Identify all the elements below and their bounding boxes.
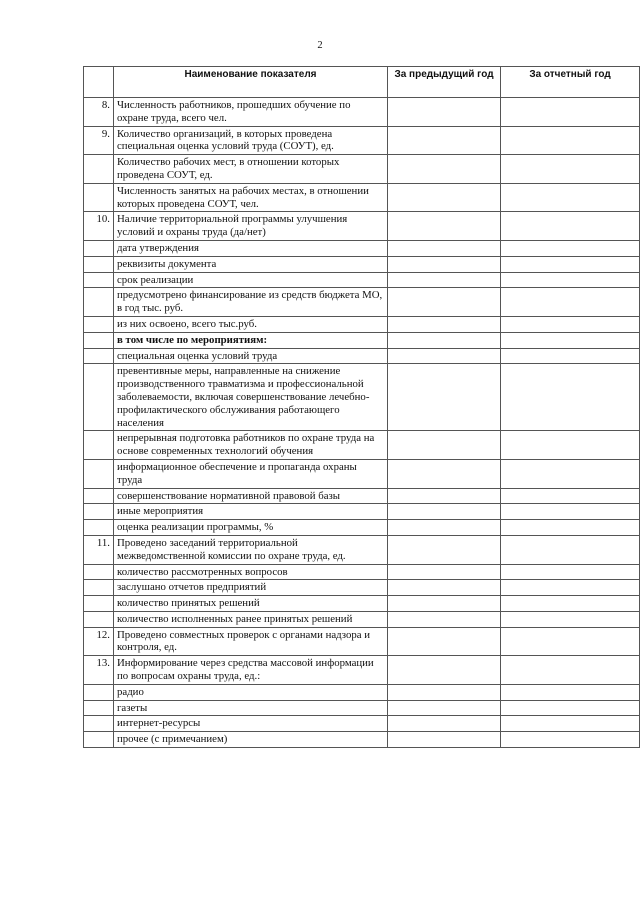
reporting-year-value-cell[interactable] (501, 700, 640, 716)
indicator-label: прочее (с примечанием) (114, 732, 388, 748)
indicator-label: заслушано отчетов предприятий (114, 580, 388, 596)
header-num (84, 67, 114, 98)
reporting-year-value-cell[interactable] (501, 332, 640, 348)
indicator-label: количество принятых решений (114, 596, 388, 612)
previous-year-value-cell[interactable] (388, 212, 501, 241)
table-row (84, 240, 640, 256)
row-number (84, 580, 114, 596)
reporting-year-value-cell[interactable] (501, 459, 640, 488)
row-number (84, 611, 114, 627)
reporting-year-value-cell[interactable] (501, 611, 640, 627)
reporting-year-value-cell[interactable] (501, 98, 640, 127)
previous-year-value-cell[interactable] (388, 272, 501, 288)
previous-year-value-cell[interactable] (388, 627, 501, 656)
previous-year-value-cell[interactable] (388, 504, 501, 520)
row-number (84, 288, 114, 317)
reporting-year-value-cell[interactable] (501, 212, 640, 241)
row-number (84, 596, 114, 612)
indicator-label: информационное обеспечение и пропаганда охраны труда (114, 459, 388, 488)
indicator-label: Численность занятых на рабочих местах, в отношении которых проведена СОУТ, чел. (114, 183, 388, 212)
previous-year-value-cell[interactable] (388, 520, 501, 536)
reporting-year-value-cell[interactable] (501, 288, 640, 317)
indicator-label: газеты (114, 700, 388, 716)
indicator-label: Проведено совместных проверок с органами надзора и контроля, ед. (114, 627, 388, 656)
row-number (84, 488, 114, 504)
row-number (84, 272, 114, 288)
previous-year-value-cell[interactable] (388, 431, 501, 460)
table-row (84, 596, 640, 612)
reporting-year-value-cell[interactable] (501, 627, 640, 656)
table-row (84, 364, 640, 431)
row-number (84, 716, 114, 732)
previous-year-value-cell[interactable] (388, 716, 501, 732)
previous-year-value-cell[interactable] (388, 611, 501, 627)
indicator-label: дата утверждения (114, 240, 388, 256)
table-row (84, 535, 640, 564)
row-number (84, 364, 114, 431)
previous-year-value-cell[interactable] (388, 656, 501, 685)
table-row (84, 627, 640, 656)
reporting-year-value-cell[interactable] (501, 431, 640, 460)
indicator-label: Численность работников, прошедших обучение по охране труда, всего чел. (114, 98, 388, 127)
table-row (84, 288, 640, 317)
indicator-label: иные мероприятия (114, 504, 388, 520)
previous-year-value-cell[interactable] (388, 155, 501, 184)
table-row (84, 611, 640, 627)
previous-year-value-cell[interactable] (388, 732, 501, 748)
row-number: 10. (84, 212, 114, 241)
previous-year-value-cell[interactable] (388, 700, 501, 716)
table-row (84, 700, 640, 716)
reporting-year-value-cell[interactable] (501, 716, 640, 732)
table-row (84, 272, 640, 288)
indicator-label: превентивные меры, направленные на снижение производственного травматизма и профессиональной заболеваемости, включая совершенствование лечебно-профилактического обслуживания работающего населения (114, 364, 388, 431)
indicator-label: Информирование через средства массовой информации по вопросам охраны труда, ед.: (114, 656, 388, 685)
table-row (84, 716, 640, 732)
previous-year-value-cell[interactable] (388, 488, 501, 504)
table-row (84, 256, 640, 272)
previous-year-value-cell[interactable] (388, 684, 501, 700)
row-number (84, 732, 114, 748)
previous-year-value-cell[interactable] (388, 183, 501, 212)
table-row (84, 564, 640, 580)
previous-year-value-cell[interactable] (388, 580, 501, 596)
reporting-year-value-cell[interactable] (501, 364, 640, 431)
reporting-year-value-cell[interactable] (501, 684, 640, 700)
table-row (84, 348, 640, 364)
row-number (84, 431, 114, 460)
table-row (84, 520, 640, 536)
previous-year-value-cell[interactable] (388, 288, 501, 317)
reporting-year-value-cell[interactable] (501, 580, 640, 596)
row-number: 11. (84, 535, 114, 564)
row-number (84, 564, 114, 580)
previous-year-value-cell[interactable] (388, 535, 501, 564)
indicator-label: из них освоено, всего тыс.руб. (114, 316, 388, 332)
table-row (84, 684, 640, 700)
row-number (84, 240, 114, 256)
previous-year-value-cell[interactable] (388, 364, 501, 431)
reporting-year-value-cell[interactable] (501, 126, 640, 155)
table-row (84, 183, 640, 212)
table-row (84, 316, 640, 332)
indicator-label: Наличие территориальной программы улучшения условий и охраны труда (да/нет) (114, 212, 388, 241)
table-row (84, 580, 640, 596)
reporting-year-value-cell[interactable] (501, 564, 640, 580)
row-number (84, 316, 114, 332)
reporting-year-value-cell[interactable] (501, 596, 640, 612)
header-reporting-year: За отчетный год (501, 67, 640, 98)
row-number (84, 520, 114, 536)
row-number (84, 684, 114, 700)
reporting-year-value-cell[interactable] (501, 535, 640, 564)
table-row (84, 98, 640, 127)
indicator-label: количество рассмотренных вопросов (114, 564, 388, 580)
table-row (84, 332, 640, 348)
row-number (84, 504, 114, 520)
indicator-label: реквизиты документа (114, 256, 388, 272)
reporting-year-value-cell[interactable] (501, 183, 640, 212)
reporting-year-value-cell[interactable] (501, 504, 640, 520)
previous-year-value-cell[interactable] (388, 98, 501, 127)
reporting-year-value-cell[interactable] (501, 240, 640, 256)
row-number (84, 459, 114, 488)
indicator-label: радио (114, 684, 388, 700)
reporting-year-value-cell[interactable] (501, 488, 640, 504)
row-number (84, 332, 114, 348)
reporting-year-value-cell[interactable] (501, 316, 640, 332)
indicator-label: количество исполненных ранее принятых решений (114, 611, 388, 627)
indicator-label: предусмотрено финансирование из средств бюджета МО, в год тыс. руб. (114, 288, 388, 317)
table-row (84, 488, 640, 504)
indicator-label: Количество организаций, в которых проведена специальная оценка условий труда (СОУТ), ед. (114, 126, 388, 155)
previous-year-value-cell[interactable] (388, 564, 501, 580)
table-row (84, 656, 640, 685)
header-previous-year: За предыдущий год (388, 67, 501, 98)
indicator-label: Проведено заседаний территориальной межведомственной комиссии по охране труда, ед. (114, 535, 388, 564)
previous-year-value-cell[interactable] (388, 596, 501, 612)
row-number: 12. (84, 627, 114, 656)
previous-year-value-cell[interactable] (388, 332, 501, 348)
reporting-year-value-cell[interactable] (501, 520, 640, 536)
row-number: 8. (84, 98, 114, 127)
previous-year-value-cell[interactable] (388, 126, 501, 155)
table-row (84, 126, 640, 155)
row-number (84, 183, 114, 212)
reporting-year-value-cell[interactable] (501, 272, 640, 288)
table-header-row (84, 67, 640, 98)
table-row (84, 732, 640, 748)
indicator-label: специальная оценка условий труда (114, 348, 388, 364)
table-row (84, 155, 640, 184)
previous-year-value-cell[interactable] (388, 459, 501, 488)
previous-year-value-cell[interactable] (388, 348, 501, 364)
row-number (84, 155, 114, 184)
row-number (84, 348, 114, 364)
previous-year-value-cell[interactable] (388, 256, 501, 272)
table-row (84, 504, 640, 520)
row-number: 9. (84, 126, 114, 155)
indicator-label: Количество рабочих мест, в отношении которых проведена СОУТ, ед. (114, 155, 388, 184)
indicator-label: оценка реализации программы, % (114, 520, 388, 536)
reporting-year-value-cell[interactable] (501, 348, 640, 364)
indicator-label: в том числе по мероприятиям: (114, 332, 388, 348)
reporting-year-value-cell[interactable] (501, 656, 640, 685)
reporting-year-value-cell[interactable] (501, 732, 640, 748)
reporting-year-value-cell[interactable] (501, 155, 640, 184)
indicators-table (83, 66, 640, 748)
indicator-label: срок реализации (114, 272, 388, 288)
table-row (84, 459, 640, 488)
row-number (84, 256, 114, 272)
header-indicator-name: Наименование показателя (114, 67, 388, 98)
previous-year-value-cell[interactable] (388, 240, 501, 256)
indicator-label: непрерывная подготовка работников по охране труда на основе современных технологий обучения (114, 431, 388, 460)
row-number: 13. (84, 656, 114, 685)
reporting-year-value-cell[interactable] (501, 256, 640, 272)
table-row (84, 212, 640, 241)
indicator-label: интернет-ресурсы (114, 716, 388, 732)
row-number (84, 700, 114, 716)
table-row (84, 431, 640, 460)
indicator-label: совершенствование нормативной правовой базы (114, 488, 388, 504)
previous-year-value-cell[interactable] (388, 316, 501, 332)
page-number: 2 (317, 40, 323, 51)
